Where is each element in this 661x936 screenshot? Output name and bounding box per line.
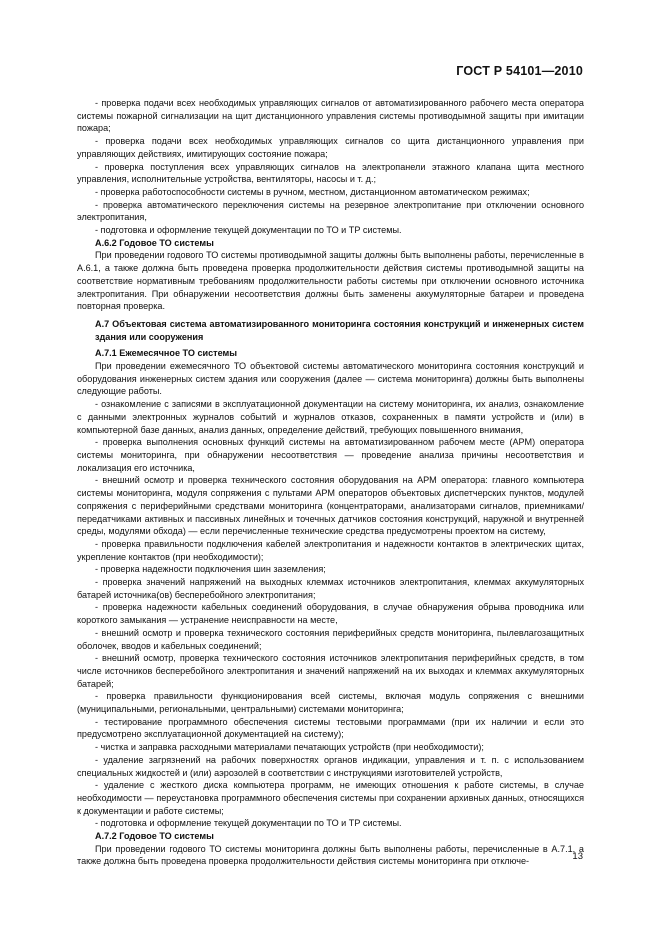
page-number: 13	[572, 851, 583, 862]
subsection-heading: А.7.2 Годовое ТО системы	[95, 831, 214, 842]
paragraph: - проверка подачи всех необходимых управляющих сигналов со щита дистанционного управления при управляющих действиях, имитирующих состояние пожара;	[77, 136, 584, 159]
paragraph: - проверка надежности кабельных соединений оборудования, в случае обнаружения обрыва проводника или короткого замыкания — устранение неисправности на месте,	[77, 602, 584, 626]
paragraph: - чистка и заправка расходными материалами печатающих устройств (при необходимости);	[95, 742, 484, 753]
paragraph: - внешний осмотр и проверка технического состояния оборудования на АРМ оператора: главного компьютера системы мониторинга, модуля сопряжения с пультами АРМ операторов объектовых диспетчерских пунктов, модулей сопряжения с периферийными средствами мониторинга (концентраторами, анализаторами сигналов, приемниками/передатчиками активных и пассивных линейных и точечных датчиков состояния конструкций, наружной и внутренней среды, модулями обхода) — если перечисленные технические средства предусмотрены проектом на систему,	[77, 475, 584, 537]
section-heading: А.7 Объектовая система автоматизированного мониторинга состояния конструкций и инженерных систем здания или сооружения	[95, 318, 584, 342]
paragraph: - подготовка и оформление текущей документации по ТО и ТР системы.	[95, 818, 402, 829]
document-code-header: ГОСТ Р 54101—2010	[456, 64, 583, 78]
subsection-heading: А.6.2 Годовое ТО системы	[95, 237, 214, 248]
paragraph: - проверка поступления всех управляющих сигналов на электропанели этажного клапана щита местного управления, исполнительные устройства, вентиляторы, насосы и т. д.;	[77, 161, 584, 185]
document-body	[77, 97, 584, 868]
paragraph: - удаление с жесткого диска компьютера программ, не имеющих отношения к работе системы, в случае необходимости — переустановка программного обеспечения системы при сохранении архивных данных, относящихся к документации и работе системы;	[77, 780, 584, 816]
paragraph: - подготовка и оформление текущей документации по ТО и ТР системы.	[95, 225, 402, 236]
paragraph: При проведении годового ТО системы противодымной защиты должны быть выполнены работы, перечисленные в А.6.1, а также должна быть проведена проверка продолжительности действия системы противодымной защиты на соответствие нормативным требованиям продолжительности работы системы при отключении основного источника электропитания. При обнаружении несоответствия должны быть заменены аккумуляторные батареи и проведена повторная проверка.	[77, 250, 584, 312]
paragraph: - проверка правильности функционирования всей системы, включая модуль сопряжения с внешними (муниципальными, региональными, центральными) системами мониторинга;	[77, 691, 584, 715]
paragraph: - проверка надежности подключения шин заземления;	[95, 564, 326, 575]
paragraph: При проведении годового ТО системы мониторинга должны быть выполнены работы, перечисленные в А.7.1, а также должна быть проведена проверка продолжительности действия системы мониторинга при отключе-	[77, 843, 584, 867]
paragraph: - проверка автоматического переключения системы на резервное электропитание при отключении основного электропитания,	[77, 199, 584, 223]
paragraph: - проверка выполнения основных функций системы на автоматизированном рабочем месте (АРМ) оператора системы мониторинга, при обнаружении несоответствия — проведение анализа причины несоответствия и локализация его источника,	[77, 437, 584, 473]
paragraph: - внешний осмотр, проверка технического состояния источников электропитания периферийных средств, в том числе источников бесперебойного электропитания и значений напряжений на их выходах и клеммах аккумуляторных батарей;	[77, 653, 584, 689]
paragraph: При проведении ежемесячного ТО объектовой системы автоматического мониторинга состояния конструкций и оборудования инженерных систем здания или сооружения (далее — система мониторинга) должны быть выполнены следующие работы.	[77, 361, 584, 397]
paragraph: - проверка работоспособности системы в ручном, местном, дистанционном автоматическом режимах;	[95, 186, 530, 197]
paragraph: - тестирование программного обеспечения системы тестовыми программами (при их наличии и если это предусмотрено эксплуатационной документацией на систему);	[77, 716, 584, 740]
paragraph: - ознакомление с записями в эксплуатационной документации на систему мониторинга, их анализ, ознакомление с данными электронных журналов событий и журналов отказов, сохраненных в памяти устройств и (или) в компьютерной базе данных, анализ данных, определение действий, требующих повышенного внимания,	[77, 399, 584, 435]
paragraph: - внешний осмотр и проверка технического состояния периферийных средств мониторинга, пылевлагозащитных оболочек, вводов и кабельных соединений;	[77, 627, 584, 651]
paragraph: - проверка правильности подключения кабелей электропитания и надежности контактов в электрических щитах, укрепление контактов (при необходимости);	[77, 538, 584, 562]
paragraph: - удаление загрязнений на рабочих поверхностях органов индикации, управления и т. п. с использованием специальных жидкостей и (или) аэрозолей в соответствии с инструкциями изготовителей устройств,	[77, 754, 584, 778]
subsection-heading: А.7.1 Ежемесячное ТО системы	[95, 348, 238, 359]
paragraph: - проверка значений напряжений на выходных клеммах источников электропитания, клеммах аккумуляторных батарей источника(ов) бесперебойного электропитания;	[77, 577, 584, 600]
paragraph: - проверка подачи всех необходимых управляющих сигналов от автоматизированного рабочего места оператора системы пожарной сигнализации на щит дистанционного управления системы противодымной защиты при имитации пожара;	[77, 98, 584, 134]
